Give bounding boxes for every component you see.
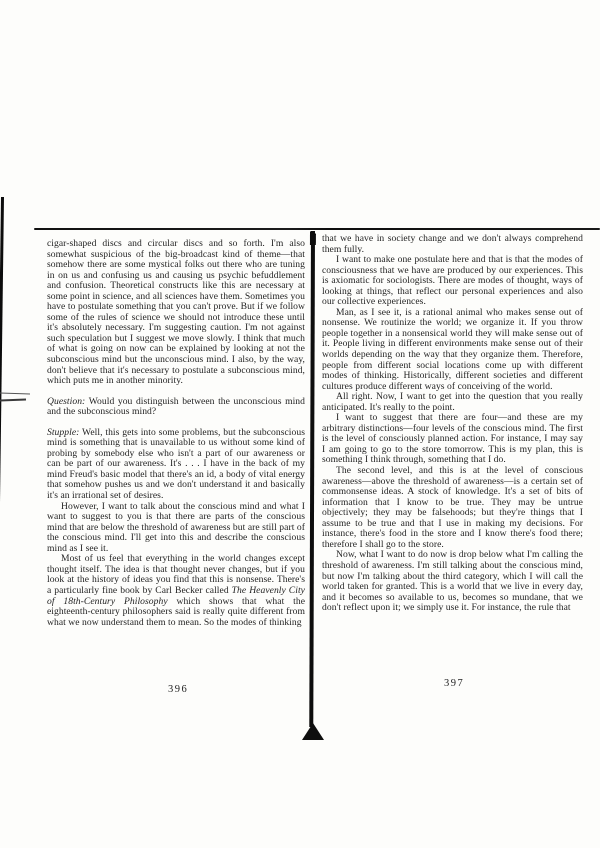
text-segment: which shows that what the eighteenth-century philosophers said is really quite different from what we now understand them to mean. So the modes of thinking <box>47 595 305 628</box>
paragraph <box>47 397 305 418</box>
paragraph <box>322 413 583 466</box>
paragraph <box>322 466 583 550</box>
left-page-text-column <box>47 239 305 628</box>
paragraph <box>322 308 583 392</box>
text-segment: However, I want to talk about the conscious mind and what I want to suggest to you is that there are parts of the conscious mind that are below the threshold of awareness but are still part of the conscious mind. I'll get into this and describe the conscious mind as I see it. <box>47 500 305 554</box>
italic-text-segment: The Heavenly City of 18th-Century Philosophy <box>47 584 305 607</box>
text-segment: Now, what I want to do now is drop below what I'm calling the threshold of awareness. I'm still talking about the conscious mind, but now I'm talking about the third category, which I will call the world taken for granted. This is a world that we live in every day, and it becomes so available to us, becomes so mundane, that we don't reflect upon it; we simply use it. For instance, the rule that <box>322 549 583 614</box>
text-segment: cigar-shaped discs and circular discs and so forth. I'm also somewhat suspicious of the big-broadcast kind of theme—that somehow there are some mystical folks out there who are tuning in on us and confusing us and causing us psychic befuddlement and confusion. Theoretical constructs like this are necessary at some point in science, and all sciences have them. Sometimes you have to postulate something that you can't prove. But if we follow some of the rules of science we should not introduce these until it's absolutely necessary. I'm suggesting caution. I'm not against such speculation but I suggest we move slowly. I think that much of what is going on now can be explained by looking at not the subconscious mind but the unconscious mind. I also, by the way, don't believe that it's necessary to postulate a subconscious mind, which puts me in another minority. <box>47 238 305 387</box>
paragraph <box>322 550 583 613</box>
italic-text-segment: Stupple: <box>47 426 80 438</box>
text-segment: All right. Now, I want to get into the question that you really anticipated. It's really to the point. <box>322 391 583 413</box>
paragraph <box>47 239 305 387</box>
text-segment: I want to suggest that there are four—and these are my arbitrary distinctions—four levels of the conscious mind. The first is the level of consciously planned action. For instance, I may say I am going to go to the store tomorrow. This is my plan, this is something I think through, something that I do. <box>322 412 583 466</box>
page-number-right: 397 <box>444 678 465 689</box>
text-segment: that we have in society change and we don't always comprehend them fully. <box>322 233 583 255</box>
paragraph <box>47 428 305 502</box>
text-segment: Would you distinguish between the unconscious mind and the subconscious mind? <box>47 395 305 418</box>
italic-text-segment: Question: <box>47 395 86 407</box>
paragraph <box>322 255 583 308</box>
paragraph <box>47 554 305 628</box>
text-segment: The second level, and this is at the level of conscious awareness—above the threshold of awareness—is a certain set of commonsense ideas. A stock of knowledge. It's a set of bits of information that I know to be true. They may be untrue objectively; they may be falsehoods; but they're things that I assume to be true and that I use in making my decisions. For instance, there's food in the store and I know there's food there; therefore I shall go to the store. <box>322 465 583 550</box>
text-segment: I want to make one postulate here and that is that the modes of consciousness that we have are produced by our experiences. This is axiomatic for sociologists. There are modes of thought, ways of looking at things, that reflect our personal experiences and also our collective experiences. <box>322 254 583 308</box>
text-segment: Well, this gets into some problems, but the subconscious mind is something that is unavailable to us without some kind of probing by somebody else who isn't a part of our awareness or can be part of our awareness. It's . . . I have in the back of my mind Freud's basic model that there's an id, a body of vital energy that somehow pushes us and we don't understand it and basically it's an irrational set of desires. <box>47 426 305 502</box>
book-gutter-shadow-base <box>302 723 324 740</box>
paragraph <box>322 234 583 255</box>
text-segment: Man, as I see it, is a rational animal who makes sense out of nonsense. We routinize the world; we organize it. If you throw people together in a nonsensical world they will make sense out of it. People living in different environments make sense out of their worlds depending on the way that they organize them. Therefore, people from different social locations come up with different modes of thinking. Historically, different societies and different cultures produce different ways of conceiving of the world. <box>322 306 583 392</box>
right-page-text-column <box>322 234 583 614</box>
page-number-left: 396 <box>168 684 189 695</box>
text-segment: Most of us feel that everything in the world changes except thought itself. The idea is that thought never changes, but if you look at the history of ideas you find that this is nonsense. There's a particularly fine book by Carl Becker called <box>47 553 305 596</box>
paragraph <box>47 502 305 555</box>
paragraph <box>322 392 583 413</box>
page-top-rule <box>34 228 600 230</box>
